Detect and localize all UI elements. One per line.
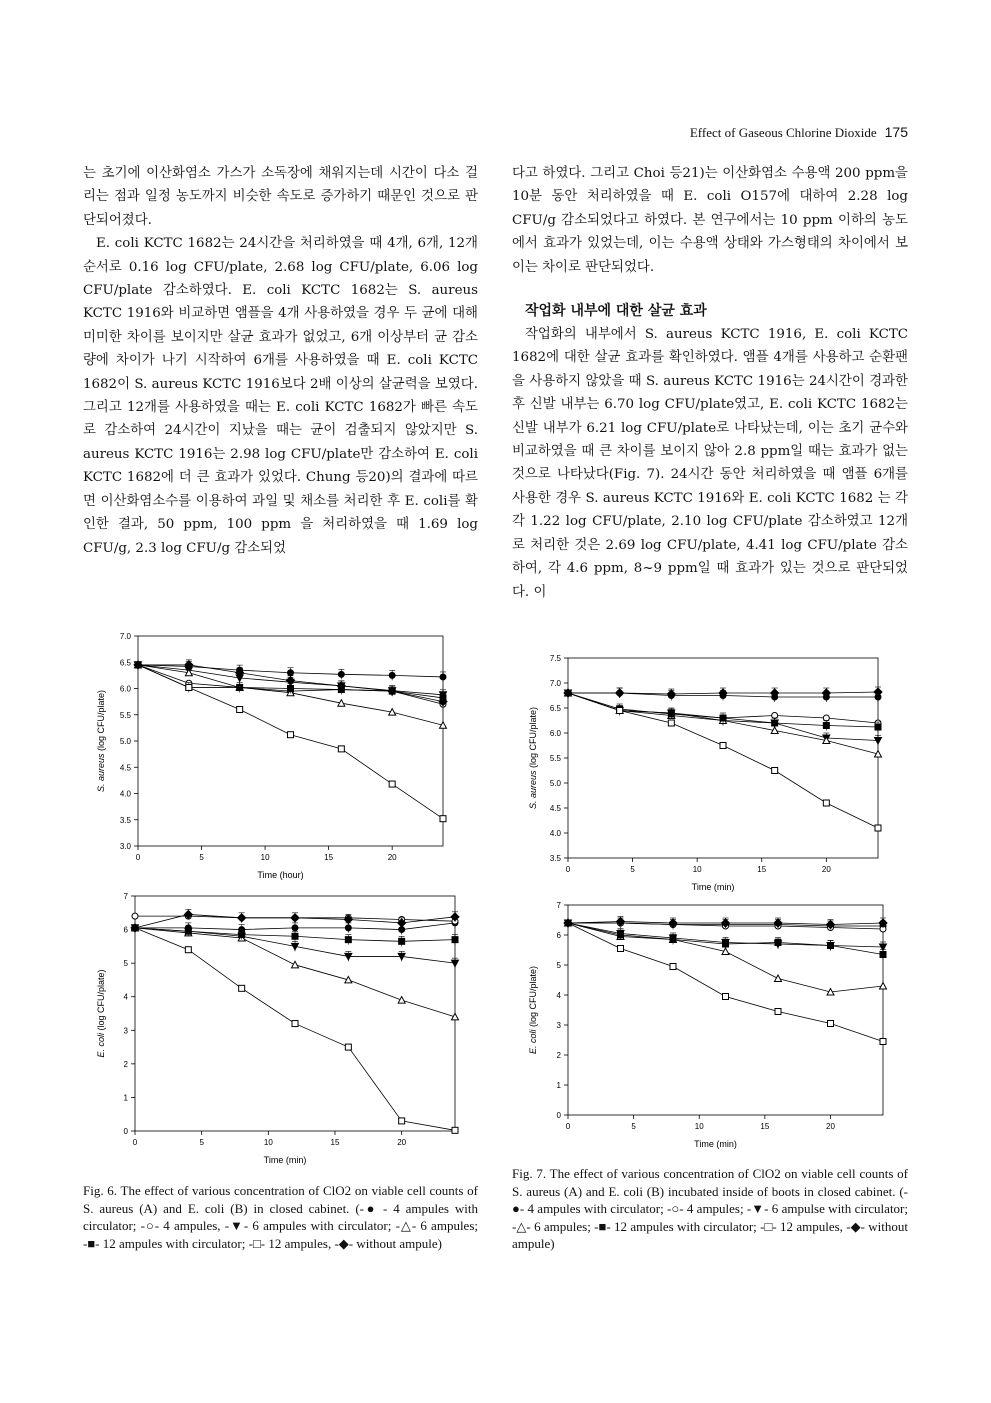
y-tick-label: 4	[556, 991, 561, 1000]
data-point	[398, 997, 405, 1004]
fig6b-chart	[80, 888, 480, 1173]
data-point	[440, 674, 446, 680]
y-axis-label: S. aureus (log CFU/plate)	[96, 689, 106, 793]
x-tick-label: 0	[135, 853, 141, 862]
series-triangle-up-open	[565, 920, 887, 996]
y-tick-label: 3	[123, 1026, 128, 1036]
data-point	[452, 960, 459, 967]
y-axis-label: E. coli (log CFU/plate)	[96, 969, 106, 1058]
x-axis-label: Time (min)	[691, 882, 735, 892]
y-tick-label: 6.5	[119, 658, 131, 668]
x-tick-label: 5	[631, 1122, 636, 1131]
data-point	[823, 723, 829, 729]
y-tick-label: 2	[556, 1051, 561, 1060]
data-point	[772, 720, 778, 726]
running-title: Effect of Gaseous Chlorine Dioxide	[689, 125, 877, 140]
y-tick-label: 2	[123, 1059, 128, 1069]
data-point	[875, 724, 881, 730]
y-tick-label: 7.5	[549, 654, 561, 663]
data-point	[772, 713, 778, 719]
right-paragraph-1: 다고 하였다. 그리고 Choi 등21)는 이산화염소 수용액 200 ppm을 10분 동안 처리하였을 때 E. coli O157에 대하여 2.28 log CFU/g 감소되었다고 하였다. 본 연구에서는 10 ppm 이하의 농도에서 효과가 있었는데, 이는 수용액 상태와 가스형태의 차이에서 보이는 차이로 판단되었다.	[512, 166, 908, 275]
x-axis-label: Time (hour)	[257, 870, 304, 880]
y-tick-label: 5.0	[549, 779, 561, 788]
y-tick-label: 7	[556, 901, 561, 910]
x-tick-label: 0	[565, 865, 571, 874]
x-tick-label: 15	[760, 1122, 770, 1131]
y-tick-label: 1	[556, 1081, 561, 1090]
data-point	[874, 688, 882, 696]
x-tick-label: 15	[324, 853, 334, 862]
data-point	[186, 684, 192, 690]
x-tick-label: 10	[694, 1122, 704, 1131]
data-point	[618, 932, 624, 938]
y-tick-label: 7.0	[549, 679, 561, 688]
data-point	[239, 985, 245, 991]
data-point	[345, 937, 351, 943]
plot-frame	[568, 905, 883, 1115]
data-point	[452, 1127, 458, 1133]
x-tick-label: 15	[757, 865, 767, 874]
data-point	[452, 937, 458, 943]
y-tick-label: 7	[123, 892, 128, 901]
data-point	[772, 768, 778, 774]
y-tick-label: 5.0	[119, 737, 131, 746]
data-point	[132, 913, 138, 919]
right-column	[512, 162, 908, 604]
data-point	[823, 715, 829, 721]
page-number: 175	[884, 124, 908, 140]
y-tick-label: 0	[123, 1127, 128, 1136]
data-point	[668, 720, 674, 726]
data-point	[399, 938, 405, 944]
y-axis-label: S. aureus (log CFU/plate)	[528, 706, 538, 810]
data-point	[338, 671, 344, 677]
section-heading: 작업화 내부에 대한 살균 효과	[525, 303, 707, 320]
y-tick-label: 3.5	[119, 815, 131, 825]
x-tick-label: 20	[821, 865, 831, 874]
x-tick-label: 0	[132, 1138, 138, 1147]
data-point	[345, 925, 351, 931]
data-point	[440, 816, 446, 822]
data-point	[345, 976, 352, 983]
series-diamond-filled	[134, 660, 447, 707]
data-point	[880, 952, 886, 958]
x-tick-label: 20	[387, 853, 397, 862]
x-axis-label: Time (min)	[694, 1139, 737, 1149]
data-point	[237, 707, 243, 713]
data-point	[292, 1021, 298, 1027]
right-paragraph-2: 작업화의 내부에서 S. aureus KCTC 1916, E. coli KCTC 1682에 대한 살균 효과를 확인하였다. 앰플 4개를 사용하고 순환팬을 사용하지 않았을 때 S. aureus KCTC 1916는 24시간이 경과한 후 신발 내부는 6.70 log CFU/plate였고, E. coli KCTC 1682는 신발 내부가 6.21 log CFU/plate로 나타났는데, 이는 초기 균수와 비교하였을 때 큰 차이를 보이지 않아 2.8 ppm일 때는 효과가 없는 것으로 나타났다(Fig. 7). 24시간 동안 처리하였을 때 앰플 6개를 사용한 경우 S. aureus KCTC 1916와 E. coli KCTC 1682 는 각각 1.22 log CFU/plate, 2.10 log CFU/plate 감소하였고 12개로 처리한 것은 2.69 log CFU/plate, 4.41 log CFU/plate 감소하여, 각 4.6 ppm, 8~9 ppm일 때 효과가 있는 것으로 판단되었다. 이	[512, 327, 908, 600]
x-tick-label: 5	[199, 853, 204, 862]
data-point	[238, 914, 246, 922]
x-tick-label: 20	[397, 1138, 407, 1147]
y-tick-label: 3.0	[119, 842, 131, 851]
y-tick-label: 6	[123, 925, 128, 935]
x-tick-label: 5	[199, 1138, 204, 1147]
y-tick-label: 5.5	[119, 710, 131, 720]
data-point	[723, 994, 729, 1000]
series-square-open	[132, 925, 458, 1133]
data-point	[237, 684, 243, 690]
y-tick-label: 6	[556, 931, 561, 940]
data-point	[292, 925, 298, 931]
fig7a-chart	[510, 650, 910, 895]
data-point	[617, 708, 623, 714]
data-point	[389, 672, 395, 678]
data-point	[880, 1039, 886, 1045]
data-point	[288, 686, 294, 692]
x-tick-label: 15	[330, 1138, 340, 1147]
y-tick-label: 4.5	[119, 763, 131, 773]
x-tick-label: 0	[565, 1122, 571, 1131]
data-point	[720, 715, 726, 721]
data-point	[828, 943, 834, 949]
data-point	[185, 947, 191, 953]
data-point	[775, 975, 782, 982]
series-line	[135, 928, 455, 1130]
data-point	[291, 914, 299, 922]
y-tick-label: 0	[556, 1111, 561, 1120]
data-point	[288, 670, 294, 676]
y-tick-label: 5	[123, 959, 128, 969]
series-square-open	[565, 690, 881, 831]
data-point	[618, 946, 624, 952]
fig6-caption: Fig. 6. The effect of various concentration of ClO2 on viable cell counts of S. aureus (A) and E. coli (B) in closed cabinet. (-● - 4 ampules with circulator; -○- 4 ampules, -▼- 6 ampules with circulator; -△- 6 ampules; -■- 12 ampules with circulator; -□- 12 ampules, -◆- without ampule)	[83, 1183, 478, 1251]
data-point	[288, 732, 294, 738]
left-paragraph-2: E. coli KCTC 1682는 24시간을 처리하였을 때 4개, 6개, 12개 순서로 0.16 log CFU/plate, 2.68 log CFU/plate, 6.06 log CFU/plate 감소하였다. E. coli KCTC 1682는 S. aureus KCTC 1916와 비교하면 앰플을 4개 사용하였을 경우 두 균에 대해 미미한 차이를 보이지만 살균 효과가 없었고, 6개 이상부터 균 감소량에 차이가 나기 시작하여 6개를 사용하였을 때 E. coli KCTC 1682이 S. aureus KCTC 1916보다 2배 이상의 살균력을 보였다. 그리고 12개를 사용하였을 때는 E. coli KCTC 1682가 빠른 속도로 감소하여 24시간이 지났을 때는 균이 검출되지 않았지만 S. aureus KCTC 1916는 2.98 log CFU/plate만 감소하여 E. coli KCTC 1682에 더 큰 효과가 있었다. Chung 등20)의 결과에 따르면 이산화염소수를 이용하여 과일 및 채소를 처리한 후 E. coli를 확인한 결과, 50 ppm, 100 ppm 을 처리하였을 때 1.69 log CFU/g, 2.3 log CFU/g 감소되었	[83, 236, 478, 556]
y-tick-label: 4.5	[549, 804, 561, 813]
data-point	[875, 825, 881, 831]
data-point	[668, 711, 674, 717]
y-tick-label: 4.0	[549, 829, 561, 838]
series-line	[568, 923, 883, 992]
data-point	[670, 964, 676, 970]
fig6a-chart	[80, 628, 480, 886]
x-tick-label: 10	[263, 1138, 273, 1147]
y-tick-label: 3	[556, 1021, 561, 1030]
data-point	[775, 1009, 781, 1015]
y-tick-label: 6.0	[119, 684, 131, 694]
y-tick-label: 3.5	[549, 854, 561, 863]
x-tick-label: 5	[630, 865, 635, 874]
y-tick-label: 6.5	[549, 704, 561, 713]
data-point	[292, 961, 299, 968]
data-point	[452, 1013, 459, 1020]
data-point	[723, 941, 729, 947]
y-tick-label: 4	[123, 992, 128, 1002]
running-header	[690, 124, 908, 141]
y-tick-label: 5.5	[549, 754, 561, 763]
left-column	[83, 162, 478, 560]
y-tick-label: 7.0	[119, 632, 131, 641]
y-tick-label: 5	[556, 961, 561, 970]
data-point	[292, 933, 298, 939]
data-point	[775, 940, 781, 946]
data-point	[616, 689, 624, 697]
y-tick-label: 6.0	[549, 729, 561, 738]
data-point	[338, 746, 344, 752]
data-point	[239, 932, 245, 938]
data-point	[828, 1021, 834, 1027]
x-tick-label: 20	[826, 1122, 835, 1131]
x-tick-label: 10	[692, 865, 702, 874]
y-axis-label: E. coli (log CFU/plate)	[528, 965, 538, 1055]
data-point	[345, 1044, 351, 1050]
fig7b-chart	[510, 897, 910, 1152]
x-tick-label: 10	[260, 853, 270, 862]
data-point	[389, 781, 395, 787]
fig7-caption: Fig. 7. The effect of various concentration of ClO2 on viable cell counts of S. aureus (A) and E. coli (B) incubated inside of boots in closed cabinet. (-●- 4 ampules with circulator; -○- 4 ampules; -▼- 6 ampulse with circulator; -△- 6 ampules; -■- 12 ampules with circulator; -□- 12 ampules, -◆- without ampule)	[512, 1166, 908, 1251]
data-point	[185, 928, 191, 934]
data-point	[399, 1118, 405, 1124]
left-paragraph-1: 는 초기에 이산화염소 가스가 소독장에 채워지는데 시간이 다소 걸리는 점과 일정 농도까지 비슷한 속도로 증가하기 때문인 것으로 판단되어졌다.	[83, 166, 478, 228]
data-point	[670, 937, 676, 943]
y-tick-label: 4.0	[119, 789, 131, 799]
data-point	[823, 800, 829, 806]
data-point	[880, 983, 887, 990]
x-axis-label: Time (min)	[263, 1155, 307, 1165]
y-tick-label: 1	[123, 1093, 128, 1103]
data-point	[720, 743, 726, 749]
